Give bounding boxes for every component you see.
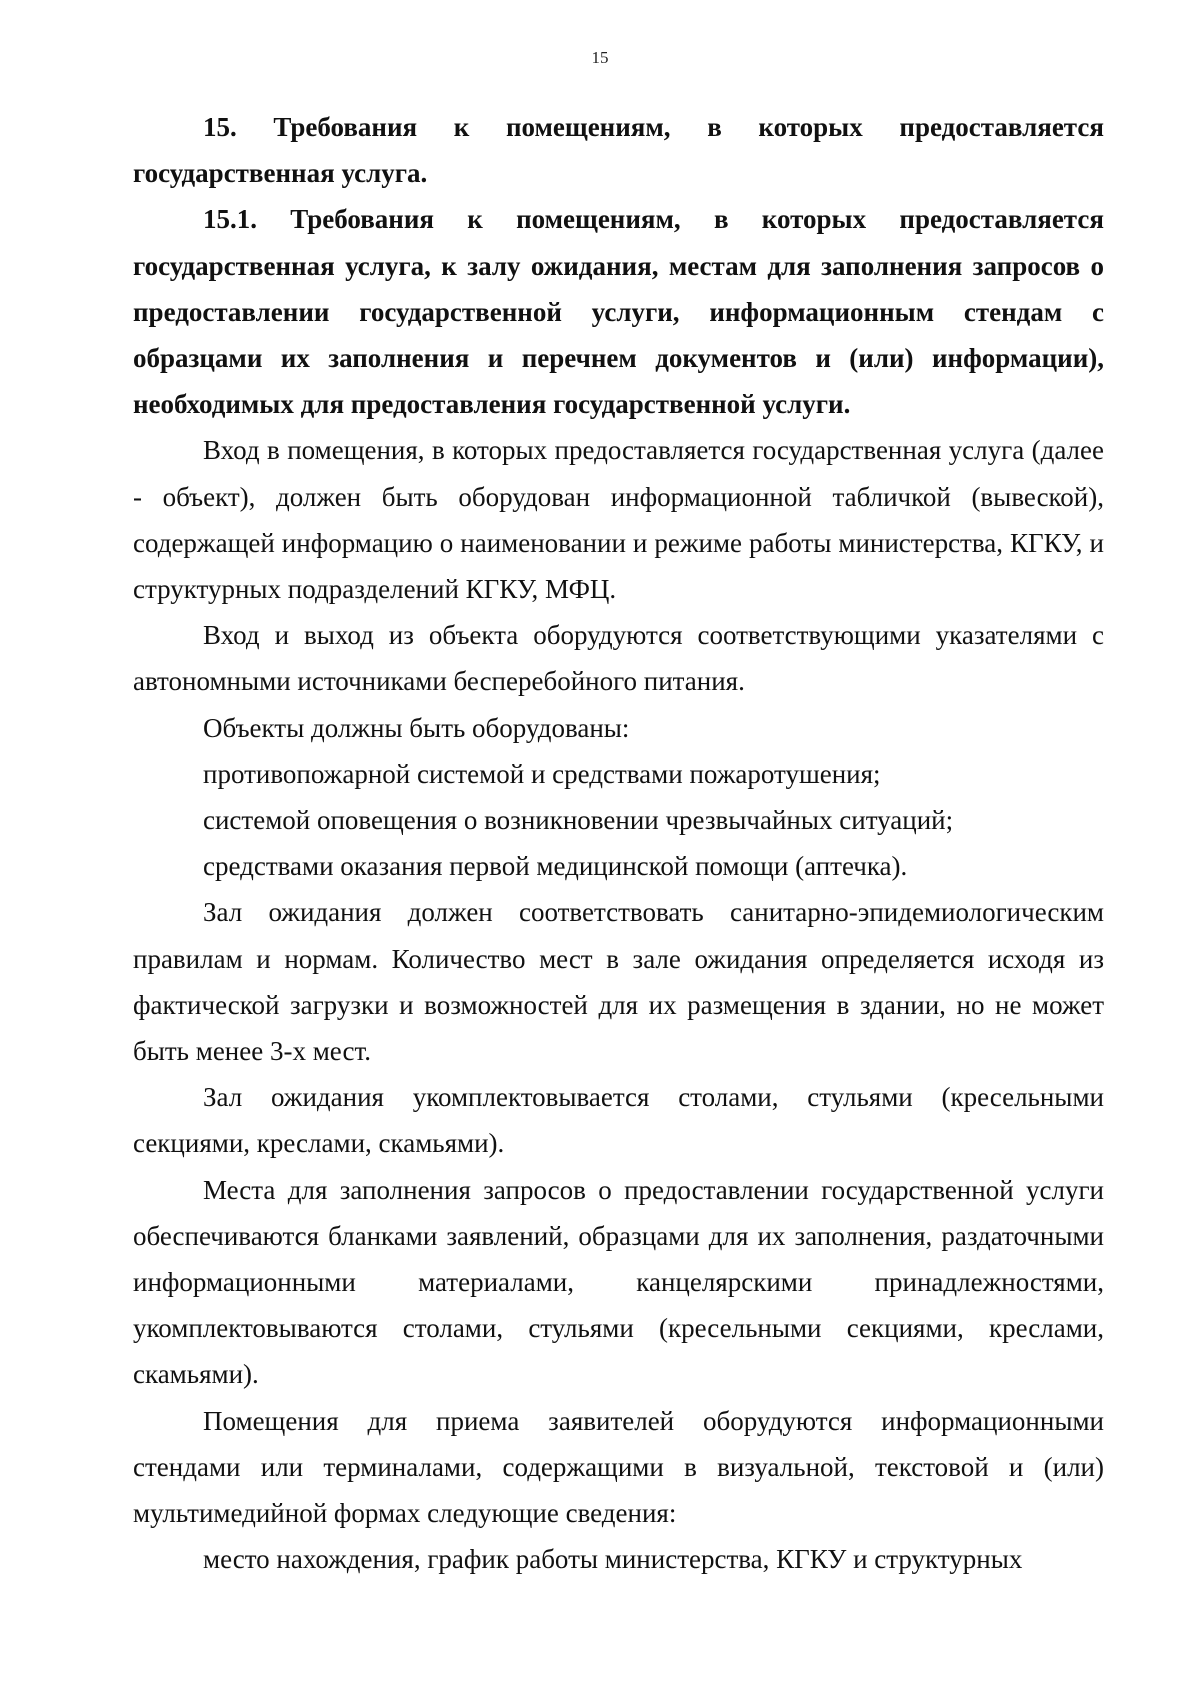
paragraph-entrance-sign: Вход в помещения, в которых предоставляется государственная услуга (далее - объект), должен быть оборудован информационной табличкой (вывеской), содержащей информацию о наименовании и режиме работы министерства, КГКУ, и структурных подразделений КГКУ, МФЦ. bbox=[133, 435, 1104, 605]
subsection-heading: 15.1. Требования к помещениям, в которых предоставляется государственная услуга, к залу ожидания, местам для заполнения запросов о предоставлении государственной услуги, информационным стендам с образцами их заполнения и перечнем документов и (или) информации), необходимых для предоставления государственной услуги. bbox=[133, 204, 1104, 420]
paragraph-waiting-hall-furniture: Зал ожидания укомплектовывается столами, стульями (кресельными секциями, креслами, скамьями). bbox=[133, 1082, 1104, 1159]
page-number: 15 bbox=[591, 48, 609, 67]
paragraph-waiting-hall-norms: Зал ожидания должен соответствовать санитарно-эпидемиологическим правилам и нормам. Количество мест в зале ожидания определяется исходя из фактической загрузки и возможностей для их размещения в здании, но не может быть менее 3-х мест. bbox=[133, 897, 1104, 1067]
list-item-alert-system: системой оповещения о возникновении чрезвычайных ситуаций; bbox=[203, 805, 954, 836]
paragraph-request-places: Места для заполнения запросов о предоставлении государственной услуги обеспечиваются бланками заявлений, образцами для их заполнения, раздаточными информационными материалами, канцелярскими принадлежностями, укомплектовываются столами, стульями (кресельными секциями, креслами, скамьями). bbox=[133, 1174, 1104, 1390]
paragraph-entrance-exit: Вход и выход из объекта оборудуются соответствующими указателями с автономными источниками бесперебойного питания. bbox=[133, 620, 1104, 697]
list-item-fire-system: противопожарной системой и средствами пожаротушения; bbox=[203, 758, 881, 789]
section-heading: 15. Требования к помещениям, в которых предоставляется государственная услуга. bbox=[133, 112, 1104, 189]
list-item-first-aid: средствами оказания первой медицинской помощи (аптечка). bbox=[203, 851, 908, 882]
paragraph-info-stands: Помещения для приема заявителей оборудуются информационными стендами или терминалами, содержащими в визуальной, текстовой и (или) мультимедийной формах следующие сведения: bbox=[133, 1405, 1104, 1529]
paragraph-location-schedule: место нахождения, график работы министерства, КГКУ и структурных bbox=[203, 1544, 1023, 1575]
document-body bbox=[133, 104, 1104, 1583]
paragraph-equipment-intro: Объекты должны быть оборудованы: bbox=[203, 712, 630, 743]
